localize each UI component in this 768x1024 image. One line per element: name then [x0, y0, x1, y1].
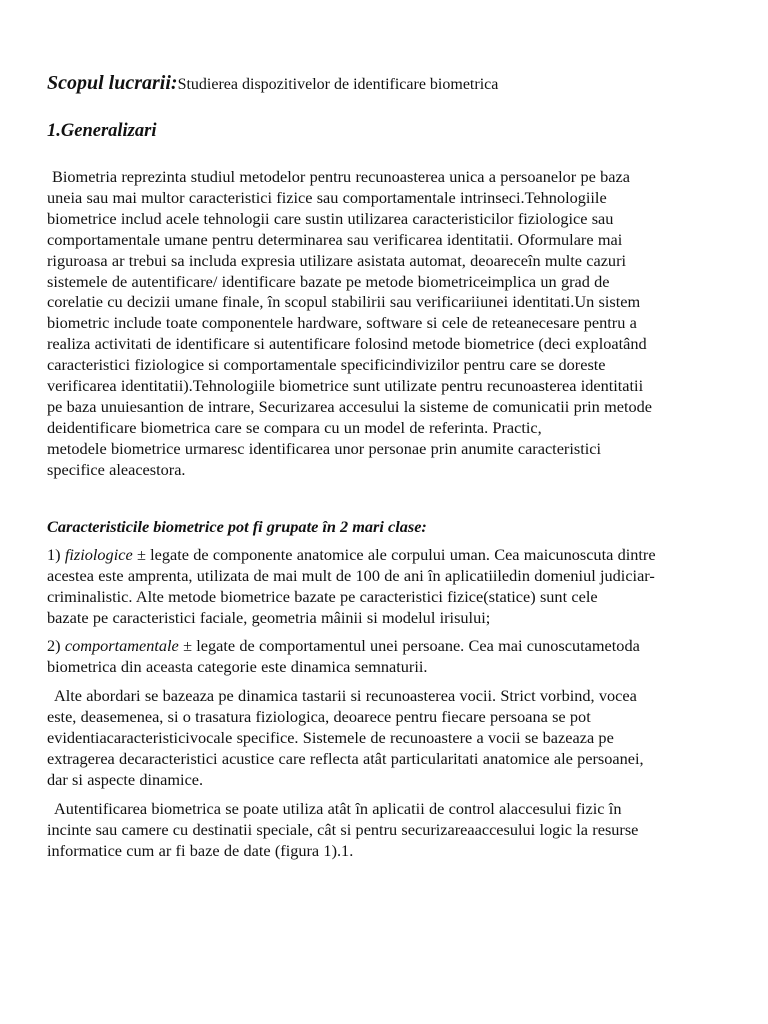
- scope-text: Studierea dispozitivelor de identificare biometrica: [177, 76, 499, 93]
- paragraph-line: specifice aleacestora.: [47, 459, 186, 479]
- paragraph-line: biometric include toate componentele hardware, software si cele de reteanecesare pentru a: [47, 313, 637, 333]
- scope-label: Scopul lucrarii:: [47, 72, 178, 94]
- paragraph-line: pe baza unuiesantion de intrare, Securizarea accesului la sisteme de comunicatii prin metode: [47, 396, 653, 416]
- list-number: 1): [47, 545, 61, 564]
- paragraph-line: [47, 636, 727, 657]
- classes-heading: Caracteristicile biometrice pot fi grupate în 2 mari clase:: [47, 517, 427, 536]
- paragraph-line: comportamentale umane pentru determinarea sau verificarea identitatii. Oformulare mai: [47, 229, 623, 249]
- intro-paragraph: [47, 167, 727, 481]
- paragraph-line: [47, 545, 727, 566]
- paragraph-line: riguroasa ar trebui sa includa expresia utilizare asistata automat, deoareceîn multe cazuri: [47, 250, 627, 270]
- paragraph-line: metodele biometrice urmaresc identificarea unor personae prin anumite caracteristici: [47, 438, 601, 458]
- paragraph-line: sistemele de autentificare/ identificare bazate pe metode biometriceimplica un grad de: [47, 271, 610, 291]
- paragraph-line: acestea este amprenta, utilizata de mai mult de 100 de ani în aplicatiiledin domeniul judiciar-: [47, 565, 655, 585]
- paragraph-line: biometrica din aceasta categorie este dinamica semnaturii.: [47, 656, 428, 676]
- list-item-behavioral: [47, 636, 727, 678]
- paragraph-line: Biometria reprezinta studiul metodelor pentru recunoasterea unica a persoanelor pe baza: [52, 167, 630, 186]
- list-number: 2): [47, 636, 61, 655]
- paragraph-line: bazate pe caracteristici faciale, geometria mâinii si modelul irisului;: [47, 607, 491, 627]
- scope-line: [47, 70, 727, 98]
- section-heading: 1.Generalizari: [47, 121, 157, 141]
- paragraph-line: deidentificare biometrica care se compara cu un model de referinta. Practic,: [47, 417, 542, 437]
- list-text: ± legate de comportamentul unei persoane. Cea mai cunoscutametoda: [178, 636, 640, 655]
- paragraph-line: criminalistic. Alte metode biometrice bazate pe caracteristici fizice(statice) sunt cele: [47, 586, 598, 606]
- list-item-physiological: [47, 545, 727, 629]
- paragraph-line: evidentiacaracteristicivocale specifice. Sistemele de recunoastere a vocii se bazeaza pe: [47, 727, 614, 747]
- paragraph-line: Alte abordari se bazeaza pe dinamica tastarii si recunoasterea vocii. Strict vorbind, vocea: [54, 686, 637, 705]
- list-term: fiziologice: [64, 545, 133, 564]
- paragraph-line: informatice cum ar fi baze de date (figura 1).1.: [47, 840, 354, 860]
- paragraph-line: verificarea identitatii).Tehnologiile biometrice sunt utilizate pentru recunoasterea identitatii: [47, 376, 644, 396]
- list-term: comportamentale: [64, 636, 179, 655]
- paragraph-line: corelatie cu decizii umane finale, în scopul stabilirii sau verificariiunei identitati.Un sistem: [47, 292, 641, 312]
- paragraph-line: biometrice includ acele tehnologii care sustin utilizarea caracteristicilor fiziologice sau: [47, 208, 614, 228]
- voice-paragraph: [47, 686, 727, 791]
- paragraph-line: dar si aspecte dinamice.: [47, 769, 204, 789]
- paragraph-line: realiza activitati de identificare si autentificare folosind metode biometrice (deci exploatând: [47, 334, 647, 354]
- paragraph-line: caracteristici fiziologice si comportamentale specificindivizilor pentru care se doreste: [47, 355, 606, 375]
- authentication-paragraph: [47, 799, 727, 862]
- paragraph-line: incinte sau camere cu destinatii speciale, cât si pentru securizareaaccesului logic la resurse: [47, 819, 639, 839]
- paragraph-line: este, deasemenea, si o trasatura fiziologica, deoarece pentru fiecare persoana se pot: [47, 706, 591, 726]
- paragraph-line: Autentificarea biometrica se poate utiliza atât în aplicatii de control alaccesului fizic în: [54, 799, 622, 818]
- list-text: ± legate de componente anatomice ale corpului uman. Cea maicunoscuta dintre: [132, 545, 656, 564]
- paragraph-line: uneia sau mai multor caracteristici fizice sau comportamentale intrinseci.Tehnologiile: [47, 187, 607, 207]
- paragraph-line: extragerea decaracteristici acustice care reflecta atât particularitati anatomice ale persoanei,: [47, 748, 644, 768]
